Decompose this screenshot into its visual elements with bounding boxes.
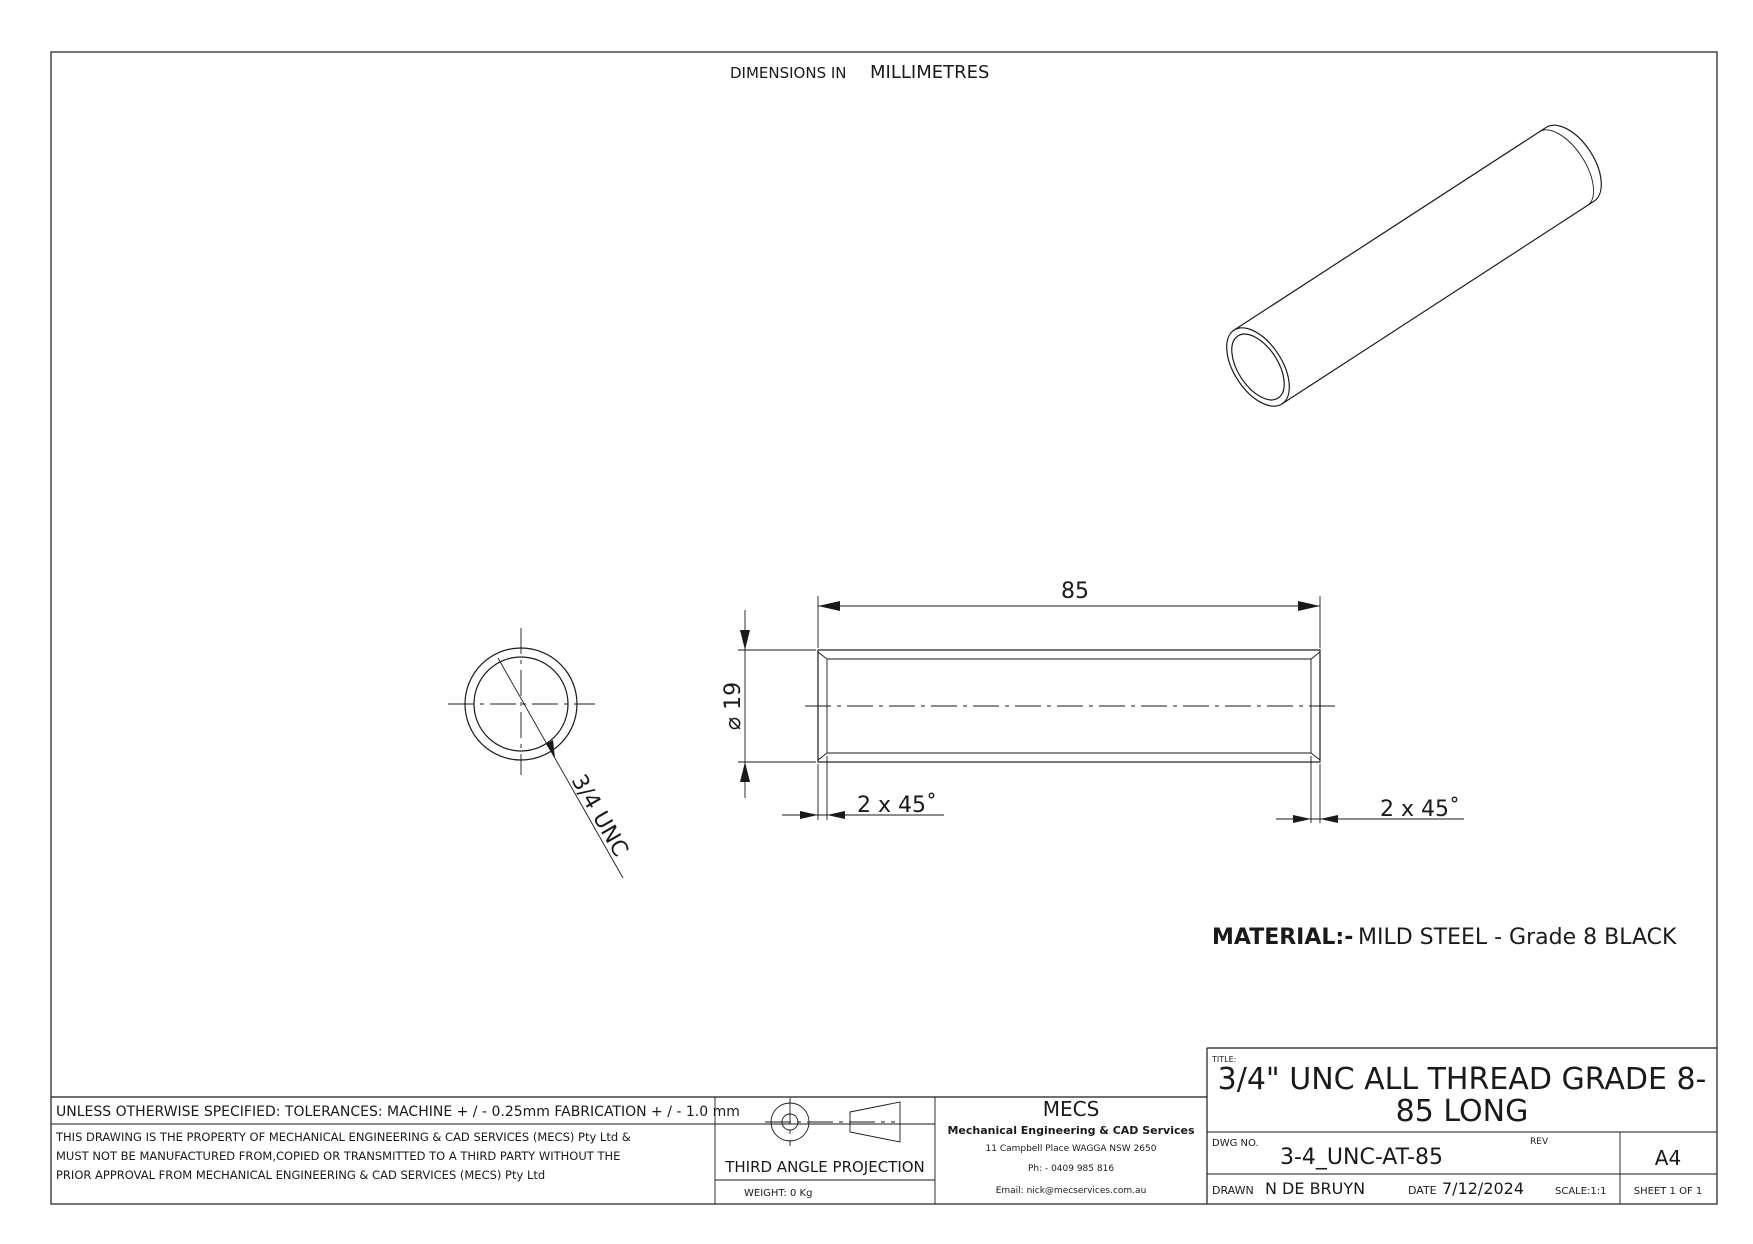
thread-callout: 3/4 UNC [565, 770, 633, 862]
sheet-number: SHEET 1 OF 1 [1633, 1186, 1703, 1197]
dimensions-unit: MILLIMETRES [870, 62, 990, 83]
company-address: 11 Campbell Place WAGGA NSW 2650 [985, 1144, 1157, 1154]
projection-symbol-icon [765, 1098, 900, 1146]
company-logo: MECS [1042, 1097, 1100, 1121]
chamfer-right-dimension [1276, 756, 1464, 823]
length-dimension [818, 579, 1320, 648]
rev-label: REV [1530, 1137, 1549, 1147]
tolerances-note: UNLESS OTHERWISE SPECIFIED: TOLERANCES: MACHINE + / - 0.25mm FABRICATION + / - 1.0 mm [56, 1104, 740, 1120]
chamfer-right-value: 2 x 45˚ [1380, 797, 1460, 822]
diameter-value: ⌀ 19 [721, 681, 746, 731]
drawn-label: DRAWN [1212, 1184, 1254, 1197]
drawn-by: N DE BRUYN [1265, 1179, 1366, 1198]
dwg-no-label: DWG NO. [1212, 1138, 1259, 1149]
projection-label: THIRD ANGLE PROJECTION [725, 1158, 925, 1176]
company-email: Email: nick@mecservices.com.au [995, 1186, 1147, 1196]
chamfer-left-value: 2 x 45˚ [857, 793, 937, 818]
diameter-dimension [721, 610, 816, 798]
title-label: TITLE: [1212, 1055, 1237, 1064]
chamfer-left-dimension [782, 756, 944, 820]
title-block [51, 1048, 1717, 1204]
iso-end-inner [1221, 325, 1295, 409]
length-value: 85 [1061, 579, 1089, 604]
company-name: Mechanical Engineering & CAD Services [947, 1124, 1195, 1137]
dimensions-label: DIMENSIONS IN [730, 64, 847, 82]
scale-label: SCALE:1:1 [1555, 1186, 1607, 1197]
material-value: MILD STEEL - Grade 8 BLACK [1358, 925, 1677, 950]
company-phone: Ph: - 0409 985 816 [1027, 1164, 1115, 1174]
drawing-title-line-2: 85 LONG [1395, 1094, 1529, 1129]
property-note-line-1: THIS DRAWING IS THE PROPERTY OF MECHANICAL ENGINEERING & CAD SERVICES (MECS) Pty Ltd & [56, 1130, 631, 1144]
side-view [805, 650, 1335, 762]
iso-end-outer [1214, 317, 1302, 417]
drawing-title-line-1: 3/4" UNC ALL THREAD GRADE 8- [1217, 1062, 1707, 1097]
sheet-border [51, 52, 1717, 1204]
weight-label: WEIGHT: 0 Kg [744, 1188, 813, 1199]
material-label: MATERIAL:- [1212, 925, 1354, 950]
drawing-date: 7/12/2024 [1442, 1179, 1525, 1198]
sheet-size: A4 [1654, 1146, 1682, 1170]
property-note-line-2: MUST NOT BE MANUFACTURED FROM,COPIED OR TRANSMITTED TO A THIRD PARTY WITHOUT THE [56, 1149, 621, 1163]
property-note-line-3: PRIOR APPROVAL FROM MECHANICAL ENGINEERING & CAD SERVICES (MECS) Pty Ltd [56, 1168, 546, 1182]
date-label: DATE [1408, 1184, 1437, 1197]
end-view [448, 628, 633, 878]
isometric-view [1214, 114, 1614, 417]
dwg-no: 3-4_UNC-AT-85 [1280, 1145, 1444, 1170]
